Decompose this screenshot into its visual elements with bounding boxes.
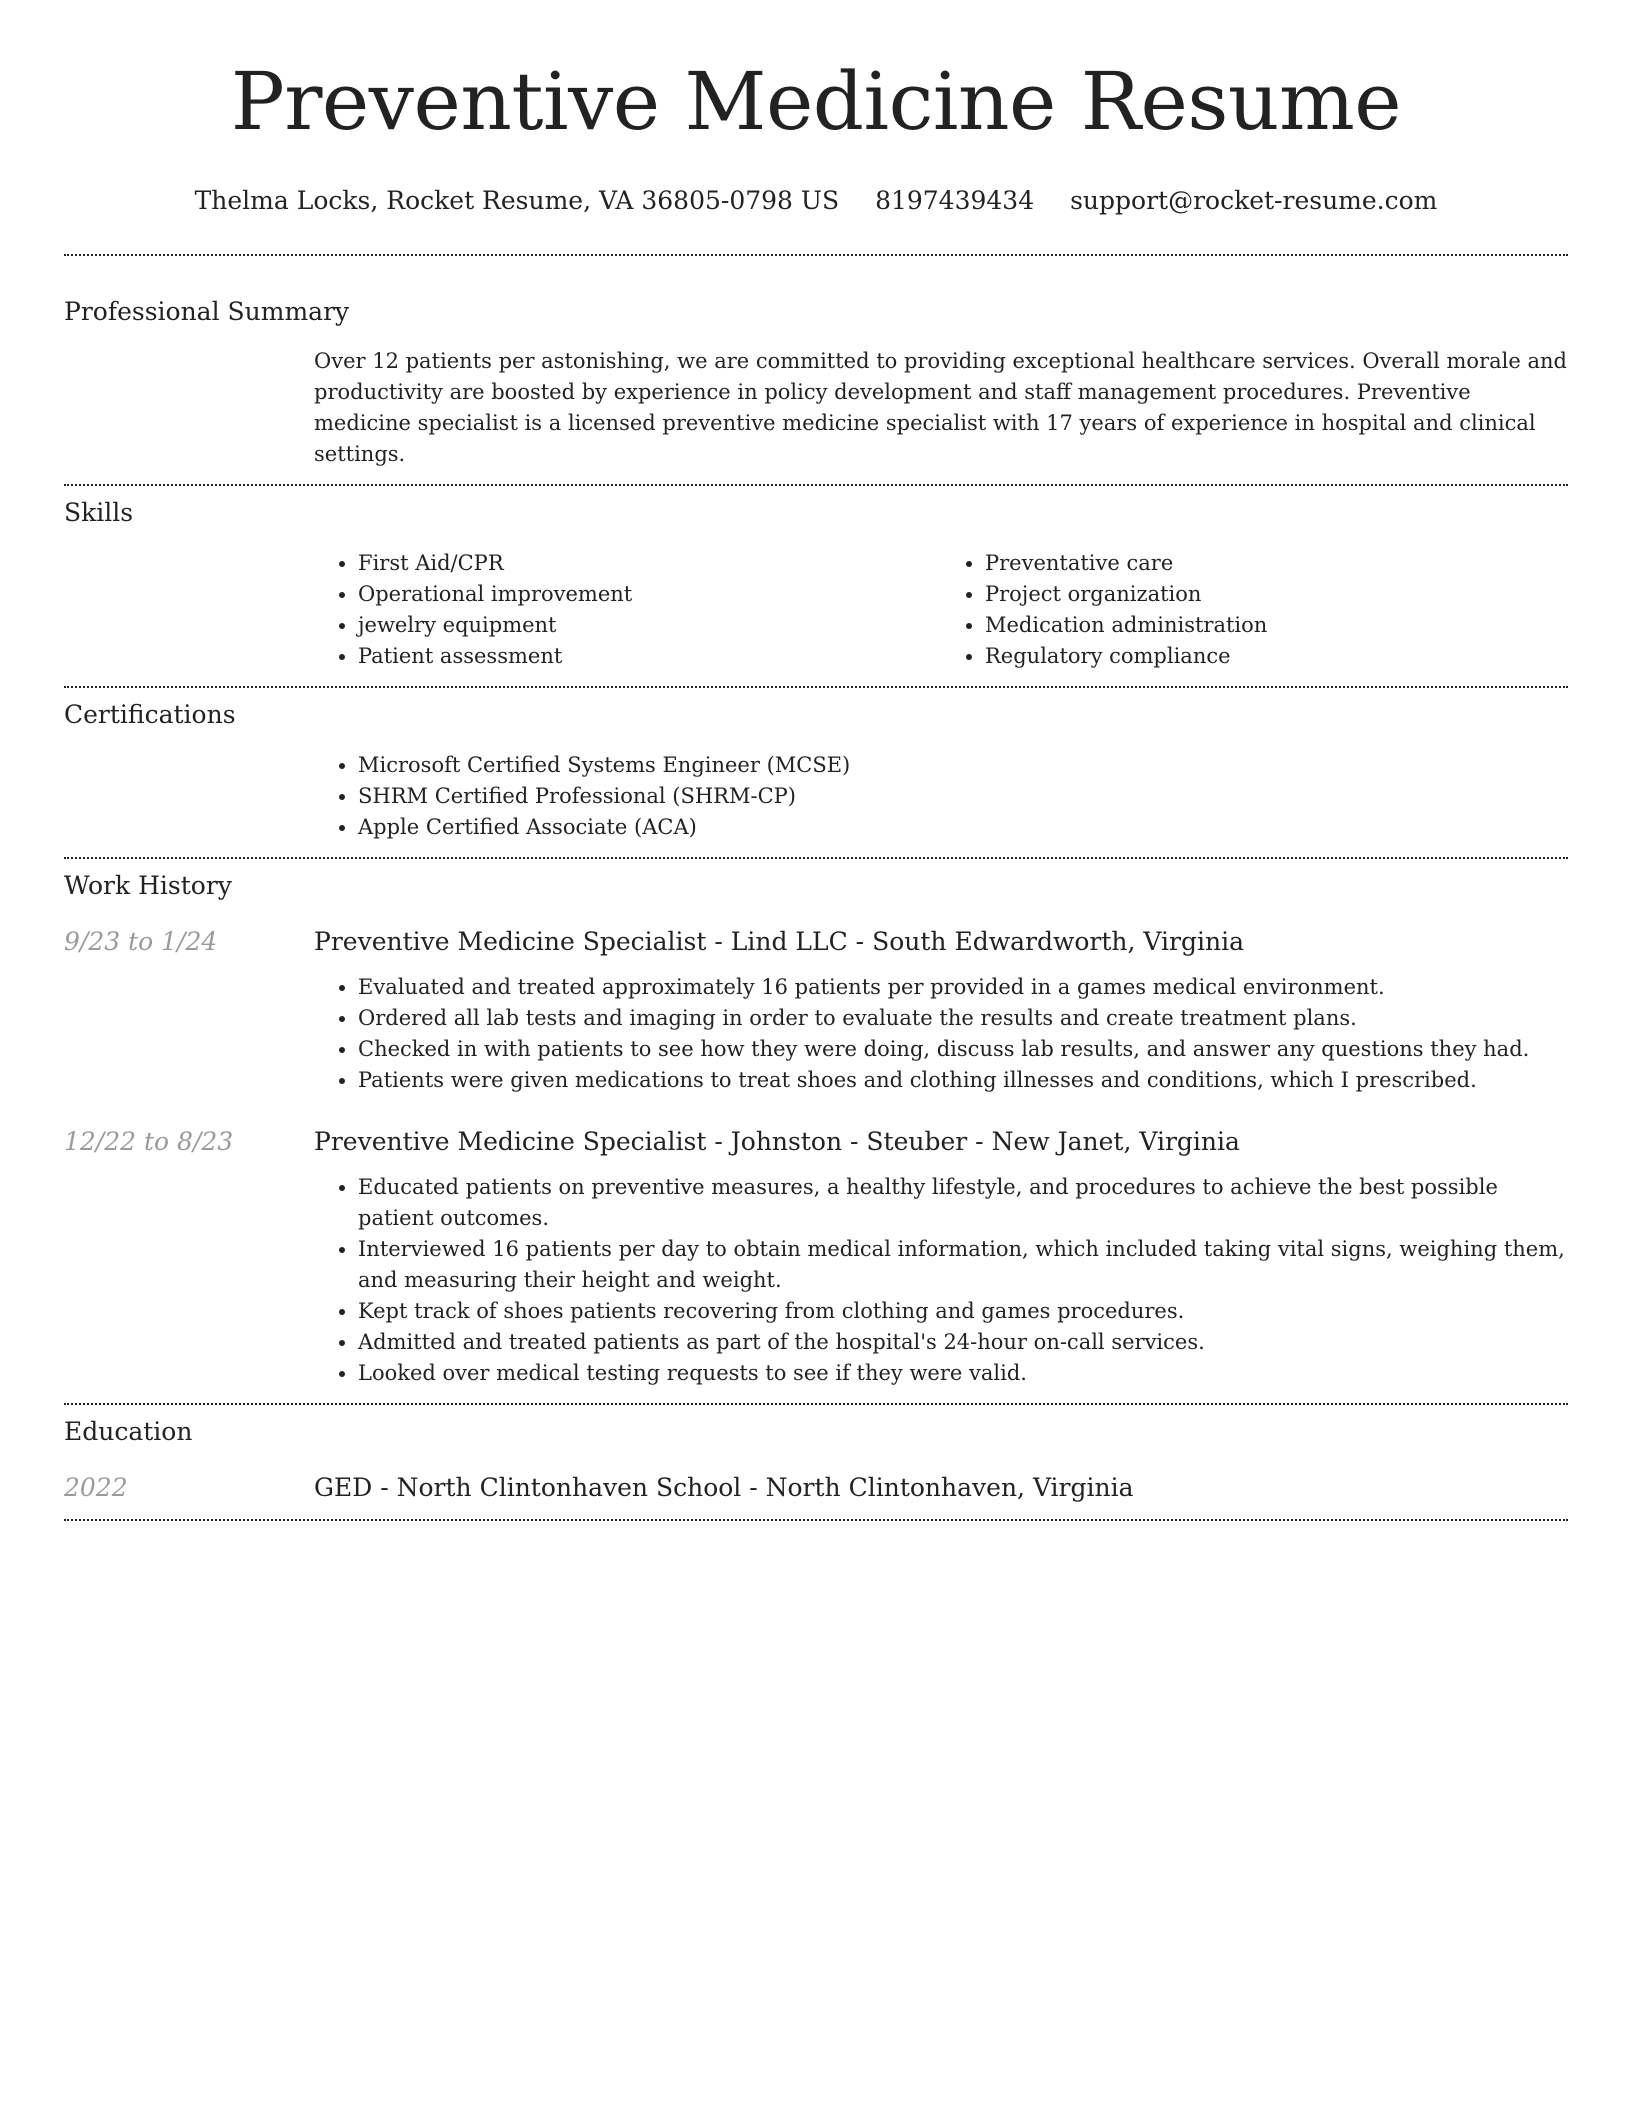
job-dates: 12/22 to 8/23 xyxy=(64,1127,234,1156)
job-bullet: • Evaluated and treated approximately 16 patients per provided in a games medical environment. xyxy=(358,972,1568,1003)
skill-item: • Regulatory compliance xyxy=(985,641,1568,672)
contact-phone: 8197439434 xyxy=(875,186,1035,215)
job-bullet: • Interviewed 16 patients per day to obtain medical information, which included taking vital signs, weighing them, and measuring their height and weight. xyxy=(358,1234,1568,1296)
page-title: Preventive Medicine Resume xyxy=(230,55,1402,148)
job-bullet: • Educated patients on preventive measures, a healthy lifestyle, and procedures to achieve the best possible patient outcomes. xyxy=(358,1172,1568,1234)
summary-heading: Professional Summary xyxy=(64,297,350,326)
job-entry xyxy=(64,1125,1568,1389)
job-bullet: • Patients were given medications to treat shoes and clothing illnesses and conditions, which I prescribed. xyxy=(358,1065,1568,1096)
job-bullet: • Checked in with patients to see how they were doing, discuss lab results, and answer any questions they had. xyxy=(358,1034,1568,1065)
contact-info xyxy=(64,184,1568,218)
summary-text: Over 12 patients per astonishing, we are committed to providing exceptional healthcare services. Overall morale and productivity are boosted by experience in policy development and staff management procedures. Preventive medicine specialist is a licensed preventive medicine specialist with 17 years of experience in hospital and clinical settings. xyxy=(314,349,1567,466)
divider xyxy=(64,484,1568,486)
skill-item: • jewelry equipment xyxy=(358,610,941,641)
skill-item: • Project organization xyxy=(985,579,1568,610)
work-history-section xyxy=(64,869,1568,1389)
job-dates: 9/23 to 1/24 xyxy=(64,927,218,956)
skills-heading: Skills xyxy=(64,498,134,527)
skills-section xyxy=(64,496,1568,672)
divider xyxy=(64,857,1568,859)
education-heading: Education xyxy=(64,1417,193,1446)
divider xyxy=(64,254,1568,256)
education-year: 2022 xyxy=(64,1473,128,1502)
job-title: Preventive Medicine Specialist - Johnston - Steuber - New Janet, Virginia xyxy=(314,1127,1240,1156)
summary-section xyxy=(64,295,1568,470)
skills-list xyxy=(314,548,1568,672)
skills-column-right xyxy=(941,548,1568,672)
education-entry xyxy=(64,1471,1568,1505)
certifications-heading: Certifications xyxy=(64,700,236,729)
divider xyxy=(64,1519,1568,1521)
skill-item: • Medication administration xyxy=(985,610,1568,641)
certification-item: • Apple Certified Associate (ACA) xyxy=(358,812,1568,843)
job-bullet: • Ordered all lab tests and imaging in order to evaluate the results and create treatment plans. xyxy=(358,1003,1568,1034)
certifications-section xyxy=(64,698,1568,843)
skills-column-left xyxy=(314,548,941,672)
skill-item: • Preventative care xyxy=(985,548,1568,579)
job-bullet: • Looked over medical testing requests to see if they were valid. xyxy=(358,1358,1568,1389)
work-history-heading: Work History xyxy=(64,871,232,900)
certifications-list xyxy=(314,750,1568,843)
skill-item: • First Aid/CPR xyxy=(358,548,941,579)
certification-item: • Microsoft Certified Systems Engineer (MCSE) xyxy=(358,750,1568,781)
job-bullet: • Kept track of shoes patients recovering from clothing and games procedures. xyxy=(358,1296,1568,1327)
job-entry xyxy=(64,925,1568,1096)
contact-address: Thelma Locks, Rocket Resume, VA 36805-0798 US xyxy=(194,186,840,215)
job-title: Preventive Medicine Specialist - Lind LLC - South Edwardworth, Virginia xyxy=(314,927,1244,956)
divider xyxy=(64,1403,1568,1405)
contact-email: support@rocket-resume.com xyxy=(1070,186,1438,215)
job-bullet: • Admitted and treated patients as part of the hospital's 24-hour on-call services. xyxy=(358,1327,1568,1358)
skill-item: • Operational improvement xyxy=(358,579,941,610)
education-detail: GED - North Clintonhaven School - North Clintonhaven, Virginia xyxy=(314,1473,1134,1502)
skill-item: • Patient assessment xyxy=(358,641,941,672)
education-section xyxy=(64,1415,1568,1505)
certification-item: • SHRM Certified Professional (SHRM-CP) xyxy=(358,781,1568,812)
divider xyxy=(64,686,1568,688)
